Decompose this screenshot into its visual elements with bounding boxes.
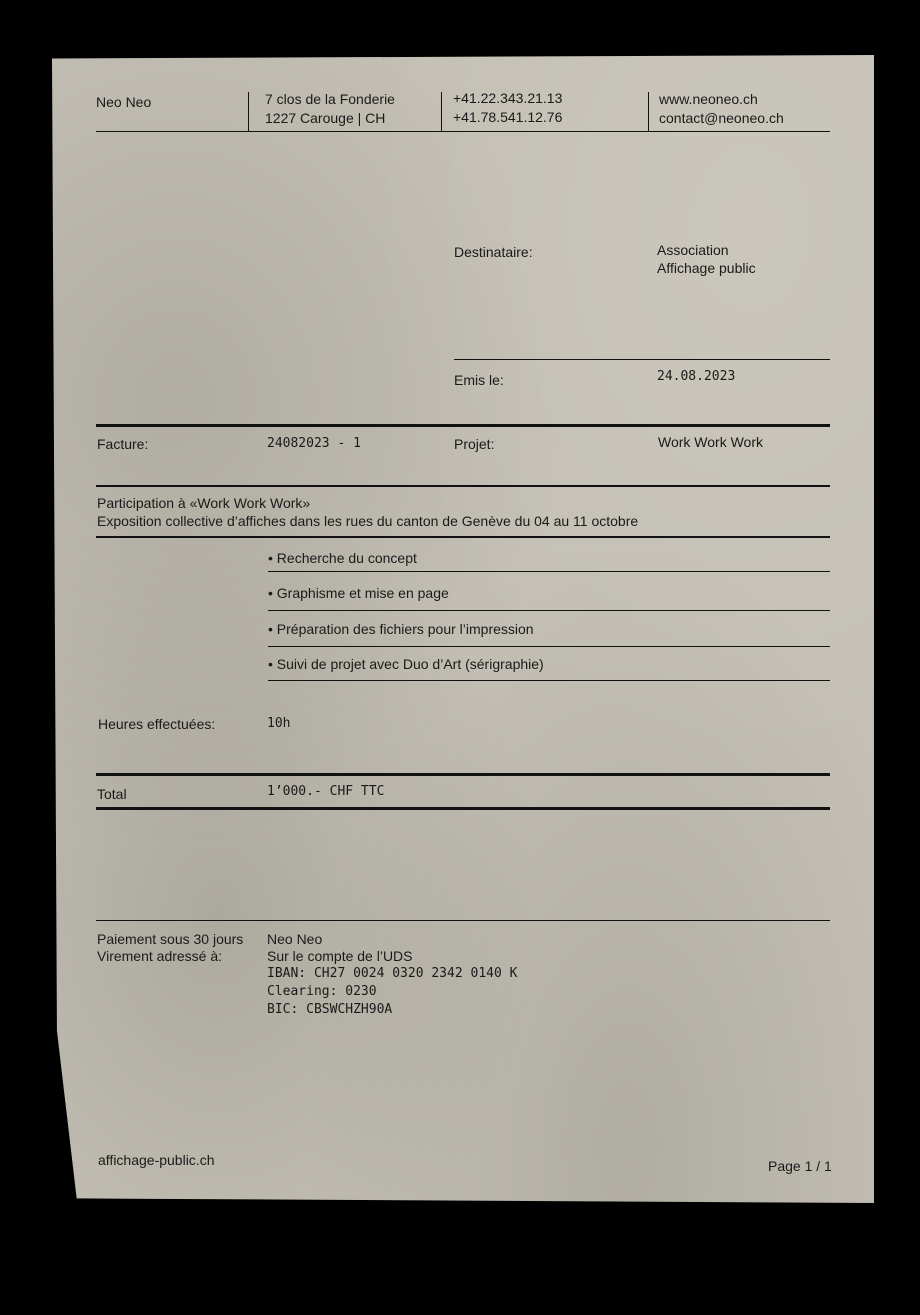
total-top-rule (96, 773, 830, 776)
payment-transfer: Virement adressé à: (97, 948, 223, 964)
header-divider (441, 92, 442, 132)
project-label: Projet: (454, 436, 495, 452)
iban: IBAN: CH27 0024 0320 2342 0140 K (267, 966, 518, 981)
project-name: Work Work Work (658, 434, 764, 450)
website: www.neoneo.ch (659, 91, 758, 107)
bic: BIC: CBSWCHZH90A (267, 1002, 393, 1017)
header-divider (648, 92, 649, 132)
header-rule (96, 131, 830, 132)
phone-2: +41.78.541.12.76 (453, 109, 563, 125)
clearing: Clearing: 0230 (267, 984, 377, 999)
header-divider (248, 92, 249, 132)
task-item: • Recherche du concept (268, 550, 417, 566)
invoice-number: 24082023 - 1 (267, 436, 361, 451)
email: contact@neoneo.ch (659, 110, 784, 126)
company-name: Neo Neo (96, 94, 152, 110)
description-rule (96, 536, 830, 538)
invoice-label: Facture: (97, 436, 149, 452)
payee-account: Sur le compte de l’UDS (267, 948, 413, 964)
task-rule (268, 680, 830, 681)
phone-1: +41.22.343.21.13 (453, 90, 563, 106)
address-line1: 7 clos de la Fonderie (265, 91, 395, 107)
task-item: • Suivi de projet avec Duo d’Art (sérigraphie) (268, 656, 544, 672)
task-item: • Graphisme et mise en page (268, 585, 449, 601)
invoice-rule (96, 485, 830, 487)
description-line1: Participation à «Work Work Work» (97, 495, 311, 511)
recipient-label: Destinataire: (454, 244, 533, 260)
payment-terms: Paiement sous 30 jours (97, 931, 244, 947)
address-line2: 1227 Carouge | CH (265, 110, 386, 126)
payment-rule (96, 920, 830, 921)
recipient-rule (454, 359, 830, 360)
payee-name: Neo Neo (267, 931, 323, 947)
issued-date: 24.08.2023 (657, 369, 736, 384)
total-value: 1’000.- CHF TTC (267, 784, 385, 799)
total-label: Total (97, 786, 127, 802)
hours-value: 10h (267, 716, 291, 731)
total-bottom-rule (96, 807, 830, 810)
issued-label: Emis le: (454, 372, 504, 388)
task-item: • Préparation des fichiers pour l’impression (268, 621, 534, 637)
page-number: Page 1 / 1 (768, 1158, 832, 1174)
hours-label: Heures effectuées: (98, 716, 216, 732)
task-rule (268, 646, 830, 647)
description-line2: Exposition collective d’affiches dans les rues du canton de Genève du 04 au 11 octobre (97, 513, 639, 529)
recipient-line2: Affichage public (657, 260, 756, 276)
recipient-line1: Association (657, 242, 729, 258)
footer-site: affichage-public.ch (98, 1152, 215, 1168)
task-rule (268, 571, 830, 572)
task-rule (268, 610, 830, 611)
invoice-top-rule (96, 424, 830, 427)
